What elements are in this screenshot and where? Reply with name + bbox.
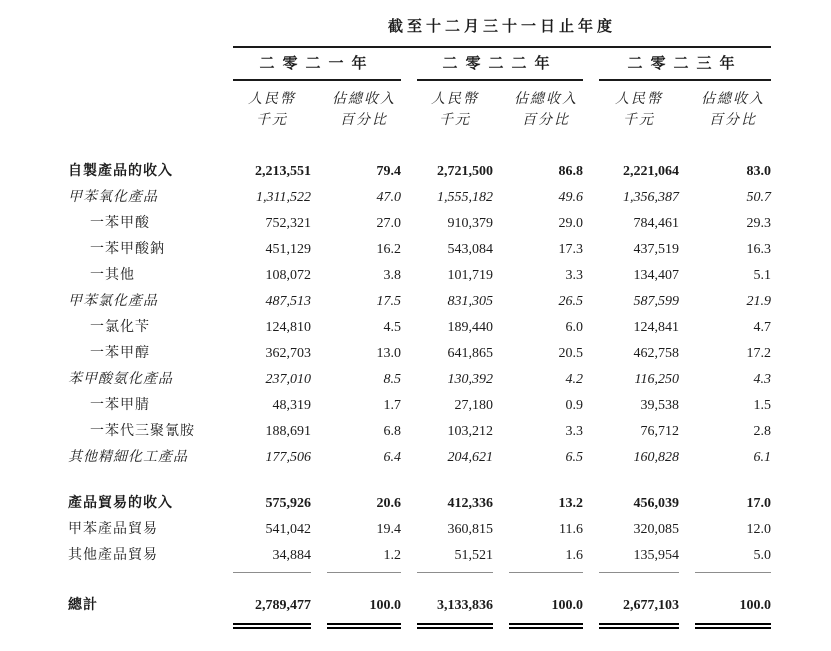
subheader-rmb-line2: 千元	[256, 113, 288, 128]
row-value: 437,519	[633, 242, 679, 257]
row-label: 一氯化苄	[90, 320, 150, 335]
row-value: 2.8	[753, 424, 771, 439]
row-value: 26.5	[558, 294, 583, 309]
table-title: 截至十二月三十一日止年度	[387, 19, 616, 35]
year-2021-label: 二零二一年	[233, 48, 401, 81]
row-label: 總計	[68, 598, 98, 613]
row-value: 100.0	[509, 593, 583, 625]
row-value: 1.7	[383, 398, 401, 413]
table-row	[68, 289, 831, 315]
row-value: 86.8	[558, 164, 583, 179]
subheader-pct-2023	[695, 89, 771, 131]
row-value: 79.4	[376, 164, 401, 179]
row-value: 541,042	[265, 522, 311, 537]
row-value: 17.5	[376, 294, 401, 309]
subheader-pct-line1: 佔總收入	[701, 92, 765, 107]
subheader-pct-line2: 百分比	[709, 113, 757, 128]
row-value: 237,010	[265, 372, 311, 387]
row-value: 20.6	[376, 496, 401, 511]
table-row	[68, 341, 831, 367]
table-row	[68, 185, 831, 211]
row-value: 11.6	[559, 522, 583, 537]
year-2022-label: 二零二二年	[417, 48, 583, 81]
row-label: 甲苯氧化產品	[68, 190, 158, 205]
row-label: 一苯甲酸	[90, 216, 150, 231]
table-row	[68, 393, 831, 419]
table-row	[68, 445, 831, 471]
row-value: 4.5	[383, 320, 401, 335]
row-value: 13.0	[376, 346, 401, 361]
row-value: 29.3	[746, 216, 771, 231]
table-body	[68, 159, 831, 625]
row-value: 101,719	[447, 268, 493, 283]
row-value: 2,221,064	[623, 164, 679, 179]
table-row	[68, 263, 831, 289]
row-label: 甲苯產品貿易	[68, 522, 158, 537]
row-value: 4.2	[565, 372, 583, 387]
row-value: 910,379	[447, 216, 493, 231]
table-row	[68, 517, 831, 543]
subheader-rmb-2021	[233, 89, 311, 131]
table-header	[68, 16, 831, 131]
row-value: 3,133,836	[417, 593, 493, 625]
row-value: 575,926	[265, 496, 311, 511]
row-value: 48,319	[272, 398, 311, 413]
row-value: 543,084	[447, 242, 493, 257]
subheader-pct-line1: 佔總收入	[514, 92, 578, 107]
row-value: 752,321	[265, 216, 311, 231]
row-value: 76,712	[640, 424, 679, 439]
table-row	[68, 211, 831, 237]
row-value: 1,555,182	[437, 190, 493, 205]
subheader-rmb-line2: 千元	[439, 113, 471, 128]
row-label: 其他產品貿易	[68, 548, 158, 563]
row-value: 462,758	[633, 346, 679, 361]
row-value: 4.7	[753, 320, 771, 335]
subheader-pct-2022	[509, 89, 583, 131]
row-value: 5.0	[695, 543, 771, 573]
row-value: 103,212	[447, 424, 493, 439]
row-label: 一其他	[90, 268, 135, 283]
row-value: 29.0	[558, 216, 583, 231]
year-2023-label: 二零二三年	[599, 48, 771, 81]
row-label: 苯甲酸氨化產品	[68, 372, 173, 387]
row-label: 其他精細化工產品	[68, 450, 188, 465]
row-value: 124,810	[265, 320, 311, 335]
row-label: 一苯甲酸鈉	[90, 242, 165, 257]
table-row	[68, 593, 831, 625]
row-value: 51,521	[417, 543, 493, 573]
table-row	[68, 315, 831, 341]
row-value: 17.0	[746, 496, 771, 511]
row-value: 19.4	[376, 522, 401, 537]
row-value: 4.3	[753, 372, 771, 387]
row-value: 16.2	[376, 242, 401, 257]
row-value: 3.3	[565, 268, 583, 283]
row-value: 204,621	[447, 450, 493, 465]
row-value: 6.8	[383, 424, 401, 439]
subheader-pct-line2: 百分比	[522, 113, 570, 128]
row-value: 116,250	[634, 372, 679, 387]
row-value: 2,789,477	[233, 593, 311, 625]
row-label: 一苯代三聚氰胺	[90, 424, 195, 439]
table-row	[68, 159, 831, 185]
row-label: 一苯甲醇	[90, 346, 150, 361]
row-value: 3.8	[383, 268, 401, 283]
row-value: 27,180	[454, 398, 493, 413]
row-label: 產品貿易的收入	[68, 496, 173, 511]
row-value: 34,884	[233, 543, 311, 573]
row-value: 1.5	[753, 398, 771, 413]
row-value: 188,691	[265, 424, 311, 439]
row-value: 16.3	[746, 242, 771, 257]
table-row	[68, 543, 831, 573]
row-value: 177,506	[265, 450, 311, 465]
row-value: 456,039	[633, 496, 679, 511]
subheader-rmb-line1: 人民幣	[248, 92, 296, 107]
row-value: 21.9	[746, 294, 771, 309]
row-value: 1.2	[327, 543, 401, 573]
row-value: 451,129	[265, 242, 311, 257]
row-value: 83.0	[746, 164, 771, 179]
row-value: 2,721,500	[437, 164, 493, 179]
subheader-rmb-2023	[599, 89, 679, 131]
row-value: 2,677,103	[599, 593, 679, 625]
row-value: 360,815	[447, 522, 493, 537]
table-row	[68, 237, 831, 263]
row-value: 124,841	[633, 320, 679, 335]
row-value: 134,407	[633, 268, 679, 283]
row-value: 487,513	[265, 294, 311, 309]
row-value: 412,336	[447, 496, 493, 511]
row-value: 100.0	[327, 593, 401, 625]
row-value: 47.0	[376, 190, 401, 205]
row-value: 17.3	[558, 242, 583, 257]
row-value: 20.5	[558, 346, 583, 361]
row-value: 1,356,387	[623, 190, 679, 205]
subheader-rmb-2022	[417, 89, 493, 131]
row-value: 3.3	[565, 424, 583, 439]
subheader-pct-line1: 佔總收入	[332, 92, 396, 107]
row-value: 189,440	[447, 320, 493, 335]
row-value: 641,865	[447, 346, 493, 361]
row-value: 320,085	[633, 522, 679, 537]
row-label: 自製產品的收入	[68, 164, 173, 179]
subheader-pct-line2: 百分比	[340, 113, 388, 128]
row-value: 27.0	[376, 216, 401, 231]
row-value: 2,213,551	[255, 164, 311, 179]
row-value: 1.6	[509, 543, 583, 573]
row-value: 108,072	[265, 268, 311, 283]
row-label: 甲苯氯化產品	[68, 294, 158, 309]
row-value: 135,954	[599, 543, 679, 573]
row-value: 362,703	[265, 346, 311, 361]
subheader-rmb-line1: 人民幣	[431, 92, 479, 107]
row-value: 13.2	[558, 496, 583, 511]
row-value: 587,599	[633, 294, 679, 309]
row-value: 17.2	[746, 346, 771, 361]
row-value: 50.7	[746, 190, 771, 205]
table-row	[68, 419, 831, 445]
row-value: 100.0	[695, 593, 771, 625]
row-value: 12.0	[746, 522, 771, 537]
row-value: 1,311,522	[256, 190, 311, 205]
table-row	[68, 367, 831, 393]
row-value: 6.5	[565, 450, 583, 465]
row-value: 831,305	[447, 294, 493, 309]
row-value: 6.1	[753, 450, 771, 465]
row-label: 一苯甲腈	[90, 398, 150, 413]
row-value: 5.1	[753, 268, 771, 283]
subheader-rmb-line1: 人民幣	[615, 92, 663, 107]
row-value: 49.6	[558, 190, 583, 205]
subheader-rmb-line2: 千元	[623, 113, 655, 128]
row-value: 6.0	[565, 320, 583, 335]
row-value: 0.9	[565, 398, 583, 413]
table-row	[68, 491, 831, 517]
row-value: 784,461	[633, 216, 679, 231]
row-value: 6.4	[383, 450, 401, 465]
row-value: 8.5	[383, 372, 401, 387]
row-value: 39,538	[640, 398, 679, 413]
row-value: 160,828	[633, 450, 679, 465]
subheader-pct-2021	[327, 89, 401, 131]
row-value: 130,392	[447, 372, 493, 387]
